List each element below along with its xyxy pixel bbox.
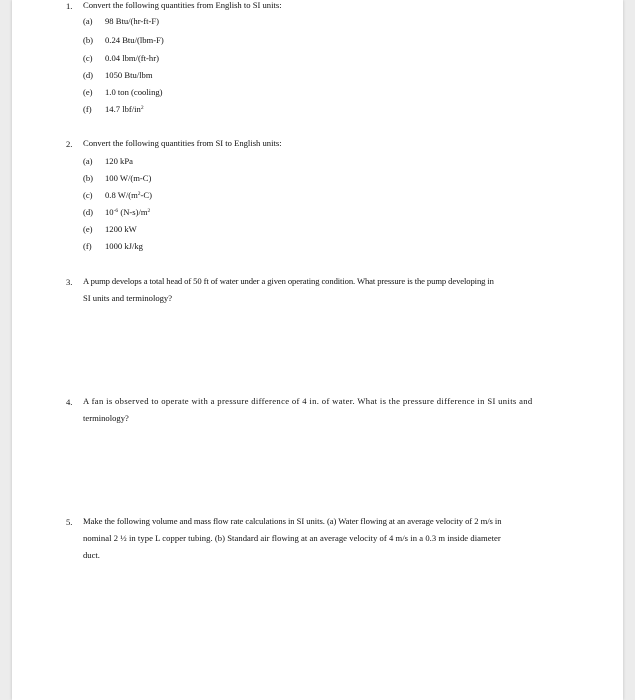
item-label: (b) [83, 35, 94, 45]
item-value: 1200 kW [105, 224, 137, 234]
list-item [83, 35, 164, 45]
list-item [83, 173, 151, 183]
item-label: (c) [83, 190, 93, 200]
document-page [12, 0, 623, 700]
superscript: 2 [140, 105, 144, 111]
item-label: (a) [83, 156, 93, 166]
item-label: (c) [83, 53, 93, 63]
question-text [83, 273, 587, 307]
superscript: 2 [147, 208, 151, 214]
question-text-line: nominal 2 ½ in type L copper tubing. (b) Standard air flowing at an average velocity of 4 m/s in a 0.3 m inside diameter [83, 533, 501, 543]
item-value: 10 [105, 207, 114, 217]
question-number: 4. [66, 397, 73, 407]
question-text-line: duct. [83, 550, 100, 560]
list-item [83, 70, 153, 80]
item-value: 0.24 Btu/(lbm-F) [105, 35, 164, 45]
item-value-middle: (N-s)/m [118, 207, 148, 217]
item-label: (e) [83, 224, 93, 234]
question-text-line: A pump develops a total head of 50 ft of water under a given operating condition. What pressure is the pump developing in [83, 276, 494, 286]
item-value: 100 W/(m-C) [105, 173, 152, 183]
list-item [83, 87, 163, 97]
item-label: (d) [83, 207, 94, 217]
question-number: 2. [66, 139, 73, 149]
item-value: 1050 Btu/lbm [105, 70, 153, 80]
question-number: 3. [66, 277, 73, 287]
superscript: -6 [113, 208, 119, 214]
list-item [83, 16, 159, 26]
question-text-line: A fan is observed to operate with a pressure difference of 4 in. of water. What is the pressure difference in SI units and [83, 396, 533, 406]
question-text [83, 393, 587, 427]
superscript: 2 [137, 191, 141, 197]
item-value: 0.04 lbm/(ft-hr) [105, 53, 159, 63]
question-text-line: Make the following volume and mass flow rate calculations in SI units. (a) Water flowing at an average velocity of 2 m/s in [83, 516, 502, 526]
list-item [83, 224, 137, 234]
list-item [83, 241, 143, 251]
list-item [83, 104, 144, 114]
item-value-suffix: -C) [140, 190, 152, 200]
item-label: (f) [83, 104, 92, 114]
item-value: 1000 kJ/kg [105, 241, 143, 251]
item-value: 98 Btu/(hr-ft-F) [105, 16, 160, 26]
question-text-line: SI units and terminology? [83, 293, 173, 303]
question-text-line: terminology? [83, 413, 129, 423]
question-text: Convert the following quantities from English to SI units: [83, 0, 282, 10]
item-value: 0.8 W/(m [105, 190, 138, 200]
question-number: 5. [66, 517, 73, 527]
list-item [83, 207, 150, 217]
item-value: 1.0 ton (cooling) [105, 87, 163, 97]
list-item [83, 53, 159, 63]
item-label: (e) [83, 87, 93, 97]
question-number: 1. [66, 1, 73, 11]
item-label: (b) [83, 173, 94, 183]
item-label: (d) [83, 70, 94, 80]
list-item [83, 190, 152, 200]
question-text: Convert the following quantities from SI to English units: [83, 138, 282, 148]
item-label: (f) [83, 241, 92, 251]
item-value: 14.7 lbf/in [105, 104, 141, 114]
item-label: (a) [83, 16, 93, 26]
item-value: 120 kPa [105, 156, 133, 166]
list-item [83, 156, 133, 166]
question-text [83, 513, 587, 564]
